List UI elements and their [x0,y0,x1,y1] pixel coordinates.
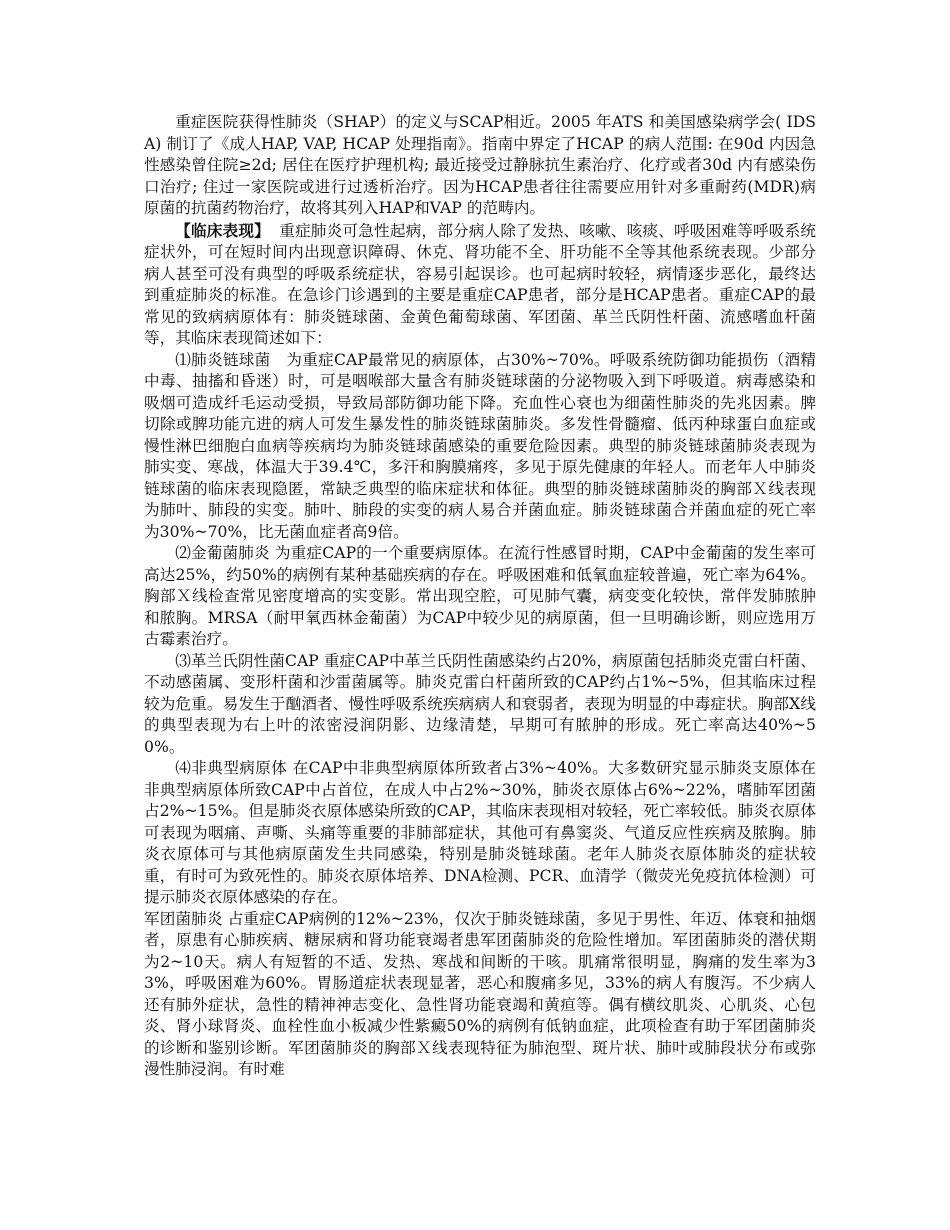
document-page [144,112,816,1081]
clinical-intro-text: 重症肺炎可急性起病，部分病人除了发热、咳嗽、咳痰、呼吸困难等呼吸系统症状外，可在短时间内出现意识障碍、休克、肾功能不全、肝功能不全等其他系统表现。少部分病人甚至可没有典型的呼吸系统症状，容易引起误诊。也可起病时较轻，病情逐步恶化，最终达到重症肺炎的标准。在急诊门诊遇到的主要是重症CAP患者，部分是HCAP患者。重症CAP的最常见的致病病原体有：肺炎链球菌、金黄色葡萄球菌、军团菌、革兰氏阴性杆菌、流感嗜血杆菌等，其临床表现简述如下： [144,221,816,347]
paragraph-shap-definition: 重症医院获得性肺炎（SHAP）的定义与SCAP相近。2005 年ATS 和美国感染病学会( IDSA) 制订了《成人HAP, VAP, HCAP 处理指南》。指南中界定了HCAP 的病人范围: 在90d 内因急性感染曾住院≥2d; 居住在医疗护理机构; 最近接受过静脉抗生素治疗、化疗或者30d 内有感染伤口治疗; 住过一家医院或进行过透析治疗。因为HCAP患者往往需要应用针对多重耐药(MDR)病原菌的抗菌药物治疗，故将其列入HAP和VAP 的范畴内。 [144,113,816,217]
paragraph-legionella: 军团菌肺炎 占重症CAP病例的12%~23%，仅次于肺炎链球菌，多见于男性、年迈、体衰和抽烟者，原患有心肺疾病、糖尿病和肾功能衰竭者患军团菌肺炎的危险性增加。军团菌肺炎的潜伏期为2~10天。病人有短暂的不适、发热、寒战和间断的干咳。肌痛常很明显，胸痛的发生率为33%，呼吸困难为60%。胃肠道症状表现显著，恶心和腹痛多见，33%的病人有腹泻。不少病人还有肺外症状，急性的精神神志变化、急性肾功能衰竭和黄疸等。偶有横纹肌炎、心肌炎、心包炎、肾小球肾炎、血栓性血小板减少性紫癜50%的病例有低钠血症，此项检查有助于军团菌肺炎的诊断和鉴别诊断。军团菌肺炎的胸部Ｘ线表现特征为肺泡型、斑片状、肺叶或肺段状分布或弥漫性肺浸润。有时难 [144,909,816,1078]
paragraph-staph-aureus: ⑵金葡菌肺炎 为重症CAP的一个重要病原体。在流行性感冒时期，CAP中金葡菌的发生率可高达25%，约50%的病例有某种基础疾病的存在。呼吸困难和低氧血症较普遍，死亡率为64%。胸部Ｘ线检查常见密度增高的实变影。常出现空腔，可见肺气囊，病变变化较快，常伴发肺脓肿和脓胸。MRSA（耐甲氧西林金葡菌）为CAP中较少见的病原菌，但一旦明确诊断，则应选用万古霉素治疗。 [144,544,816,648]
section-heading-clinical: 【临床表现】 [175,220,270,240]
paragraph-pneumococcus: ⑴肺炎链球菌 为重症CAP最常见的病原体，占30%~70%。呼吸系统防御功能损伤（酒精中毒、抽搐和昏迷）时，可是咽喉部大量含有肺炎链球菌的分泌物吸入到下呼吸道。病毒感染和吸烟可造成纤毛运动受损，导致局部防御功能下降。充血性心衰也为细菌性肺炎的先兆因素。脾切除或脾功能亢进的病人可发生暴发性的肺炎链球菌肺炎。多发性骨髓瘤、低丙种球蛋白血症或慢性淋巴细胞白血病等疾病均为肺炎链球菌感染的重要危险因素。典型的肺炎链球菌肺炎表现为肺实变、寒战，体温大于39.4℃，多汗和胸膜痛疼，多见于原先健康的年轻人。而老年人中肺炎链球菌的临床表现隐匿，常缺乏典型的临床症状和体征。典型的肺炎链球菌肺炎的胸部Ｘ线表现为肺叶、肺段的实变。肺叶、肺段的实变的病人易合并菌血症。肺炎链球菌合并菌血症的死亡率为30%~70%，比无菌血症者高9倍。 [144,350,816,541]
paragraph-clinical-manifestations [144,220,816,350]
paragraph-atypical-pathogens: ⑷非典型病原体 在CAP中非典型病原体所致者占3%~40%。大多数研究显示肺炎支原体在非典型病原体所致CAP中占首位，在成人中占2%~30%，肺炎衣原体占6%~22%，嗜肺军团菌占2%~15%。但是肺炎衣原体感染所致的CAP，其临床表现相对较轻，死亡率较低。肺炎衣原体可表现为咽痛、声嘶、头痛等重要的非肺部症状，其他可有鼻窦炎、气道反应性疾病及脓胸。肺炎衣原体可与其他病原菌发生共同感染，特别是肺炎链球菌。老年人肺炎衣原体肺炎的症状较重，有时可为致死性的。肺炎衣原体培养、DNA检测、PCR、血清学（微荧光免疫抗体检测）可提示肺炎衣原体感染的存在。 [144,759,816,906]
paragraph-gram-negative: ⑶革兰氏阴性菌CAP 重症CAP中革兰氏阴性菌感染约占20%，病原菌包括肺炎克雷白杆菌、不动感菌属、变形杆菌和沙雷菌属等。肺炎克雷白杆菌所致的CAP约占1%~5%，但其临床过程较为危重。易发生于酗酒者、慢性呼吸系统疾病病人和衰弱者，表现为明显的中毒症状。胸部X线的典型表现为右上叶的浓密浸润阴影、边缘清楚，早期可有脓肿的形成。死亡率高达40%~50%。 [144,651,816,756]
